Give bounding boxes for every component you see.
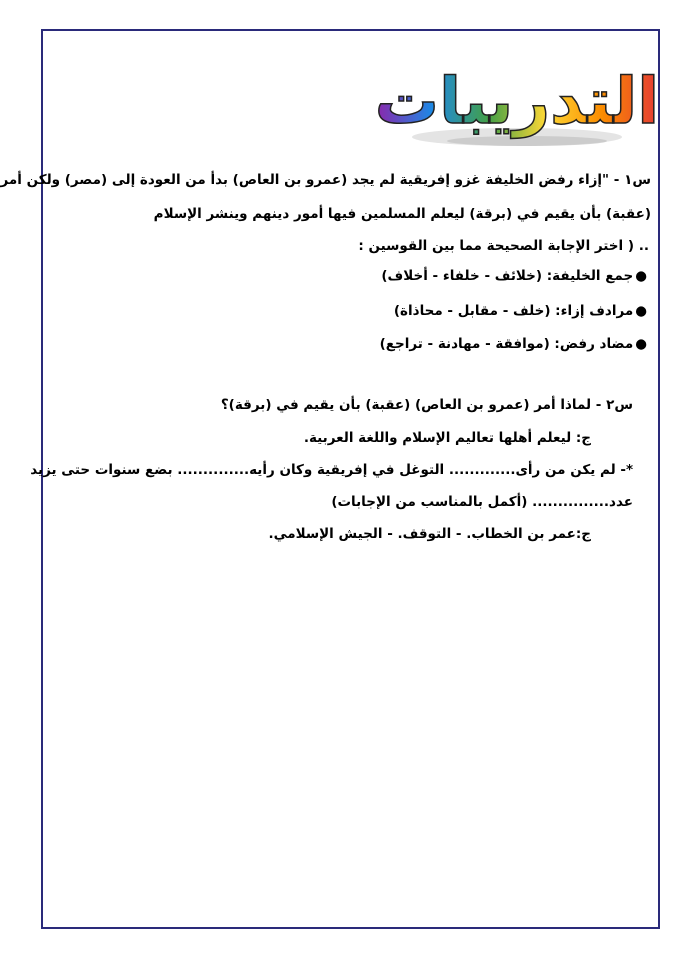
list-item <box>381 268 647 284</box>
q1-text-line2: (عقبة) بأن يقيم في (برقة) ليعلم المسلمين فيها أمور دينهم وينشر الإسلام <box>153 206 651 222</box>
q3-answer: ج:عمر بن الخطاب. - التوقف. - الجيش الإسلامي. <box>268 526 591 542</box>
q3-text-line2: عدد............... (أكمل بالمناسب من الإجابات) <box>331 494 633 510</box>
list-item-text: مضاد رفض: (موافقة - مهادنة - تراجع) <box>379 336 634 352</box>
list-item-text: مرادف إزاء: (خلف - مقابل - محاذاة) <box>393 303 634 319</box>
bullet-icon: ● <box>635 336 647 352</box>
bullet-icon: ● <box>635 268 647 284</box>
worksheet-title <box>374 45 660 155</box>
title-text: التدريبات <box>374 65 660 139</box>
list-item <box>380 336 647 352</box>
list-item <box>394 303 647 319</box>
q2-question: س٢ - لماذا أمر (عمرو بن العاص) (عقبة) بأن يقيم في (برقة)؟ <box>220 397 633 413</box>
q2-answer: ج: ليعلم أهلها تعاليم الإسلام واللغة العربية. <box>303 430 591 446</box>
q1-text-line1: س١ - "إزاء رفض الخليفة غزو إفريقية لم يجد (عمرو بن العاص) بدأ من العودة إلى (مصر) ولكن أمر <box>0 172 651 188</box>
bullet-icon: ● <box>635 303 647 319</box>
q3-text-line1: *- لم يكن من رأى............. التوغل في إفريقية وكان رأيه.............. بضع سنوات حتى يزيد <box>30 462 633 478</box>
page-border <box>41 29 660 929</box>
list-item-text: جمع الخليفة: (خلائف - خلفاء - أخلاف) <box>381 268 634 284</box>
q1-instruction: .. ( اختر الإجابة الصحيحة مما بين القوسين : <box>358 238 649 254</box>
